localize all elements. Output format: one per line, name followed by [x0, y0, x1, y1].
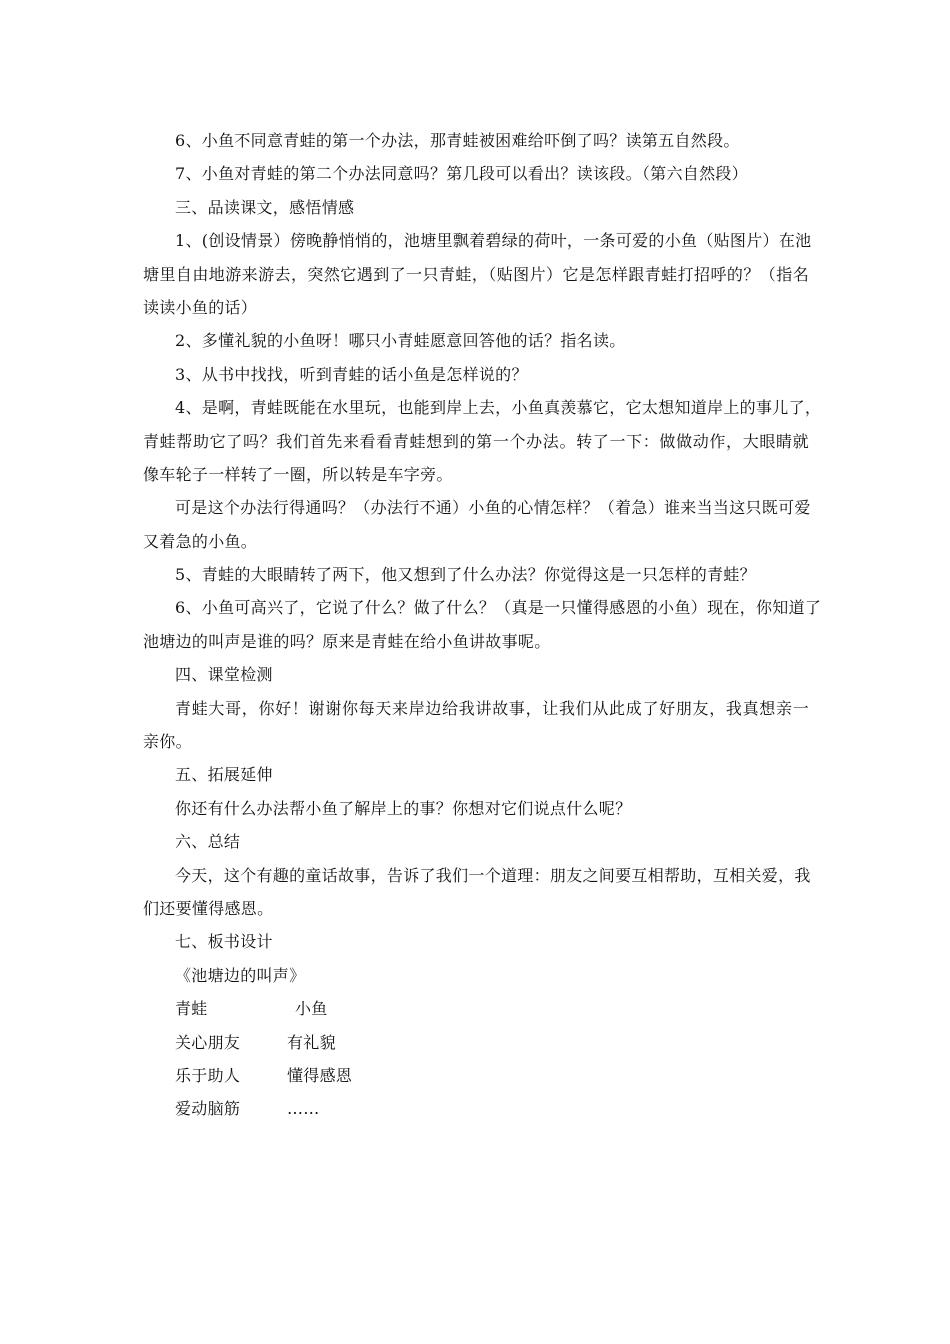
- board-right-cell: 有礼貌: [287, 1032, 336, 1052]
- board-left-cell: 青蛙: [175, 999, 208, 1019]
- text-line: 可是这个办法行得通吗？（办法行不通）小鱼的心情怎样？（着急）谁来当当这只既可爱: [175, 498, 811, 518]
- text-line: 7、小鱼对青蛙的第二个办法同意吗？第几段可以看出？读该段。（第六自然段）: [175, 164, 748, 184]
- text-line: 又着急的小鱼。: [143, 531, 258, 551]
- text-line: 青蛙帮助它了吗？我们首先来看看青蛙想到的第一个办法。转了一下：做做动作，大眼睛就: [143, 431, 809, 451]
- text-line: 4、是啊，青蛙既能在水里玩，也能到岸上去，小鱼真羡慕它，它太想知道岸上的事儿了，: [175, 398, 822, 418]
- text-line: 五、拓展延伸: [175, 765, 273, 785]
- text-line: 像车轮子一样转了一圈，所以转是车字旁。: [143, 464, 453, 484]
- text-line: 2、多懂礼貌的小鱼呀！哪只小青蛙愿意回答他的话？指名读。: [175, 331, 626, 351]
- text-line: 青蛙大哥，你好！谢谢你每天来岸边给我讲故事，让我们从此成了好朋友，我真想亲一: [175, 698, 809, 718]
- text-line: 四、课堂检测: [175, 665, 273, 685]
- text-line: 5、青蛙的大眼睛转了两下，他又想到了什么办法？你觉得这是一只怎样的青蛙？: [175, 565, 756, 585]
- text-line: 《池塘边的叫声》: [175, 965, 306, 985]
- board-row: [143, 1092, 809, 1125]
- board-left-cell: 爱动脑筋: [175, 1099, 241, 1119]
- board-row: [143, 1059, 809, 1092]
- text-line: 们还要懂得感恩。: [143, 898, 274, 918]
- text-line: 今天，这个有趣的童话故事，告诉了我们一个道理：朋友之间要互相帮助，互相关爱，我: [175, 865, 811, 885]
- board-left-cell: 关心朋友: [175, 1032, 241, 1052]
- text-line: 三、品读课文，感悟情感: [175, 197, 355, 217]
- text-line: 6、小鱼不同意青蛙的第一个办法，那青蛙被困难给吓倒了吗？读第五自然段。: [175, 131, 740, 150]
- text-line: 你还有什么办法帮小鱼了解岸上的事？你想对它们说点什么呢？: [175, 798, 632, 818]
- document-body: [143, 124, 822, 1126]
- board-row: [143, 1026, 809, 1059]
- text-line: 1、(创设情景）傍晚静悄悄的，池塘里飘着碧绿的荷叶，一条可爱的小鱼（贴图片）在池: [175, 231, 812, 251]
- text-line: 3、从书中找找，听到青蛙的话小鱼是怎样说的？: [175, 364, 528, 384]
- text-line: 读读小鱼的话）: [143, 297, 258, 317]
- text-line: 6、小鱼可高兴了，它说了什么？做了什么？（真是一只懂得感恩的小鱼）现在，你知道了: [175, 598, 822, 618]
- board-right-cell: 小鱼: [295, 999, 328, 1019]
- paragraph-lines: [143, 124, 822, 992]
- board-right-cell: 懂得感恩: [287, 1065, 353, 1085]
- text-line: 池塘边的叫声是谁的吗？原来是青蛙在给小鱼讲故事呢。: [143, 631, 551, 651]
- board-left-cell: 乐于助人: [175, 1065, 241, 1085]
- text-line: 塘里自由地游来游去，突然它遇到了一只青蛙，（贴图片）它是怎样跟青蛙打招呼的？（指名: [143, 264, 809, 284]
- board-right-cell: ……: [287, 1099, 320, 1119]
- text-line: 七、板书设计: [175, 932, 273, 952]
- text-line: 六、总结: [175, 832, 241, 852]
- text-line: 亲你。: [143, 732, 192, 752]
- board-row: [143, 992, 809, 1025]
- board-design-table: [143, 992, 809, 1126]
